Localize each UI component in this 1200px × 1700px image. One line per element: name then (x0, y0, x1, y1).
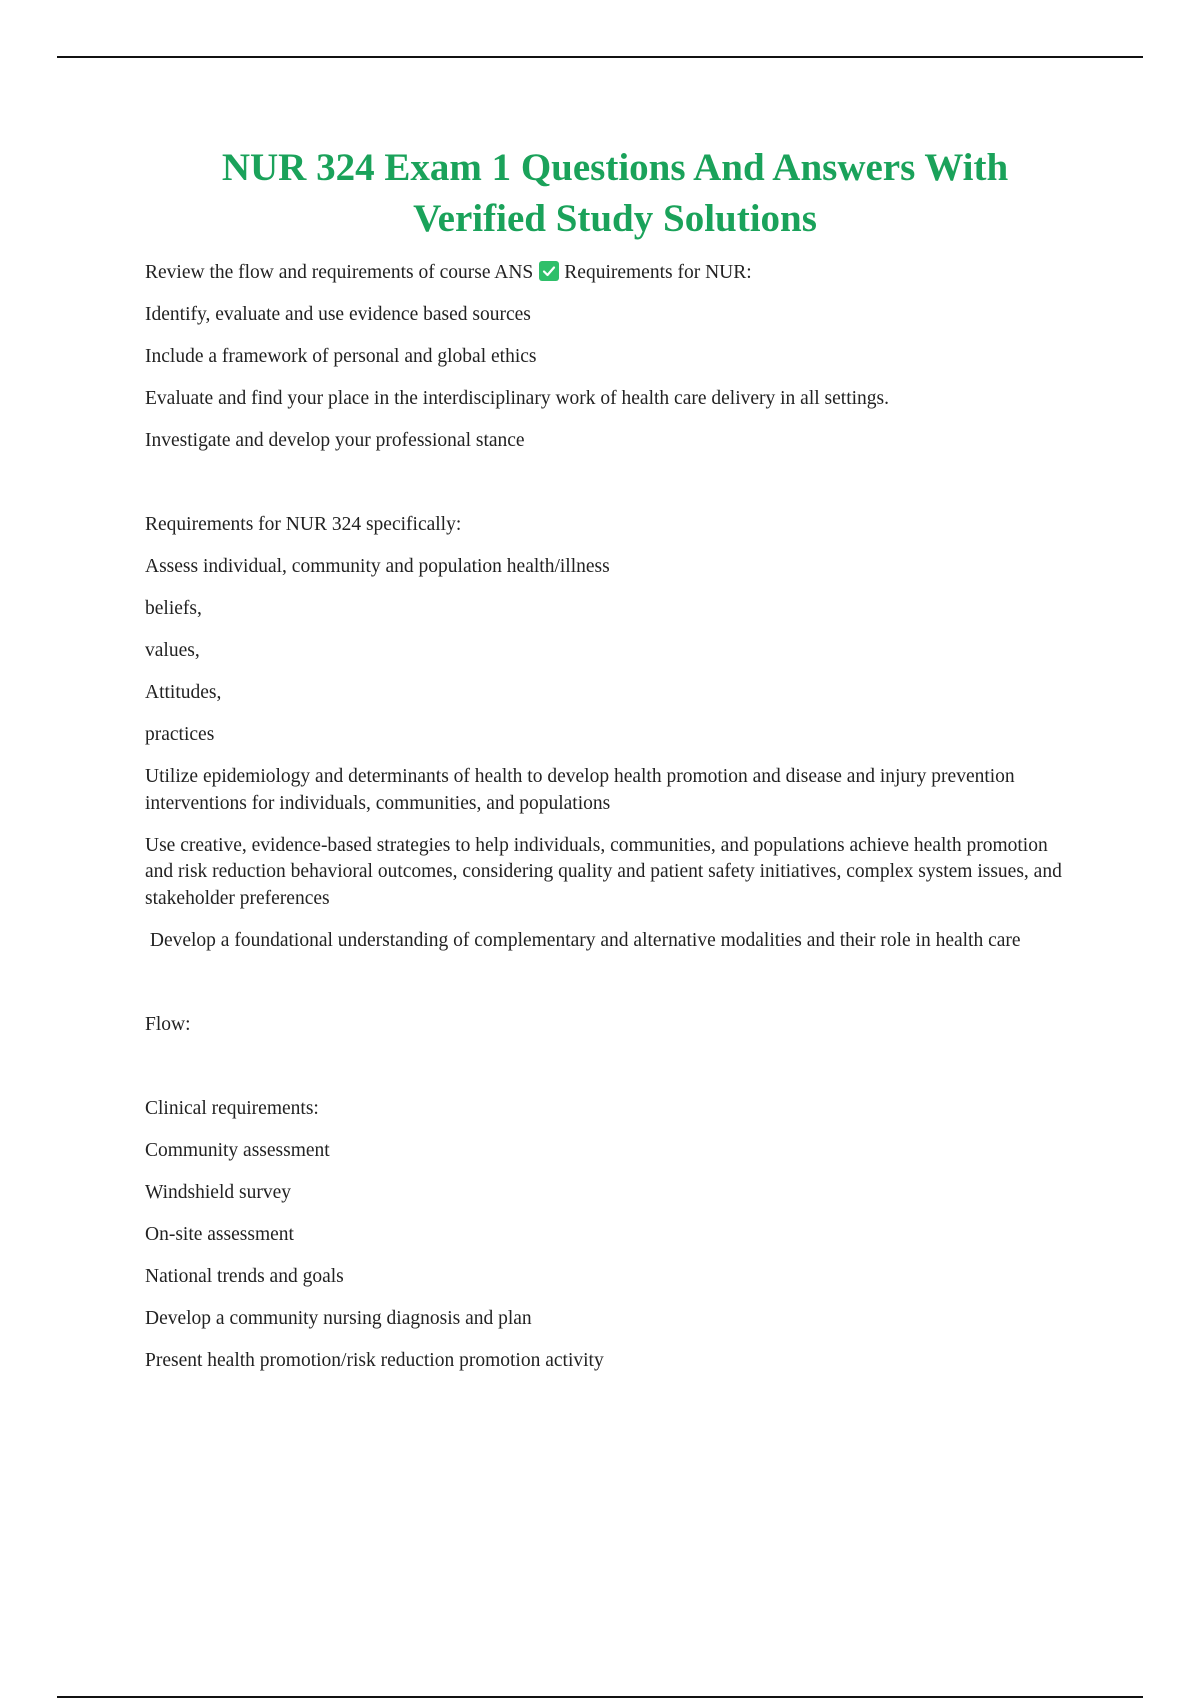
nur-requirement-item: Identify, evaluate and use evidence based sources (145, 304, 531, 325)
nur324-item: Attitudes, (145, 682, 222, 703)
title-line-2: Verified Study Solutions (413, 197, 817, 240)
nur324-item: Utilize epidemiology and determinants of health to develop health promotion and disease and injury prevention interventions for individuals, communities, and populations (145, 766, 1015, 814)
nur324-item: Use creative, evidence-based strategies to help individuals, communities, and populations achieve health promotion and risk reduction behavioral outcomes, considering quality and patient safety initiatives, complex system issues, and stakeholder preferences (145, 834, 1062, 909)
check-mark-icon (539, 261, 559, 281)
clinical-item: On-site assessment (145, 1223, 294, 1245)
nur-requirement-item: Investigate and develop your professional stance (145, 430, 525, 451)
intro-suffix: Requirements for NUR: (564, 262, 752, 283)
clinical-item: National trends and goals (145, 1265, 344, 1287)
clinical-item: Windshield survey (145, 1181, 291, 1203)
nur324-item: Develop a foundational understanding of complementary and alternative modalities and their role in health care (145, 929, 1021, 951)
nur-requirement-item: Evaluate and find your place in the interdisciplinary work of health care delivery in all settings. (145, 388, 889, 409)
clinical-item: Develop a community nursing diagnosis and plan (145, 1307, 532, 1329)
title-line-1: NUR 324 Exam 1 Questions And Answers With (221, 146, 1009, 189)
clinical-heading: Clinical requirements: (145, 1097, 319, 1119)
nur324-heading: Requirements for NUR 324 specifically: (145, 514, 462, 535)
document-body (145, 260, 1080, 1390)
bottom-rule (57, 1696, 1143, 1698)
clinical-item: Community assessment (145, 1139, 330, 1161)
flow-heading: Flow: (145, 1013, 191, 1035)
blank-line (145, 1054, 1080, 1081)
blank-line (145, 470, 1080, 497)
nur324-item: values, (145, 640, 200, 661)
nur-requirement-item: Include a framework of personal and global ethics (145, 346, 537, 367)
nur324-item: beliefs, (145, 598, 202, 619)
blank-line (145, 970, 1080, 997)
clinical-item: Present health promotion/risk reduction promotion activity (145, 1349, 604, 1371)
document-title (145, 142, 1085, 244)
intro-line (145, 260, 1080, 287)
nur324-item: Assess individual, community and population health/illness (145, 556, 610, 577)
nur324-item: practices (145, 724, 215, 745)
top-rule (57, 56, 1143, 58)
intro-prefix: Review the flow and requirements of course ANS (145, 262, 534, 283)
